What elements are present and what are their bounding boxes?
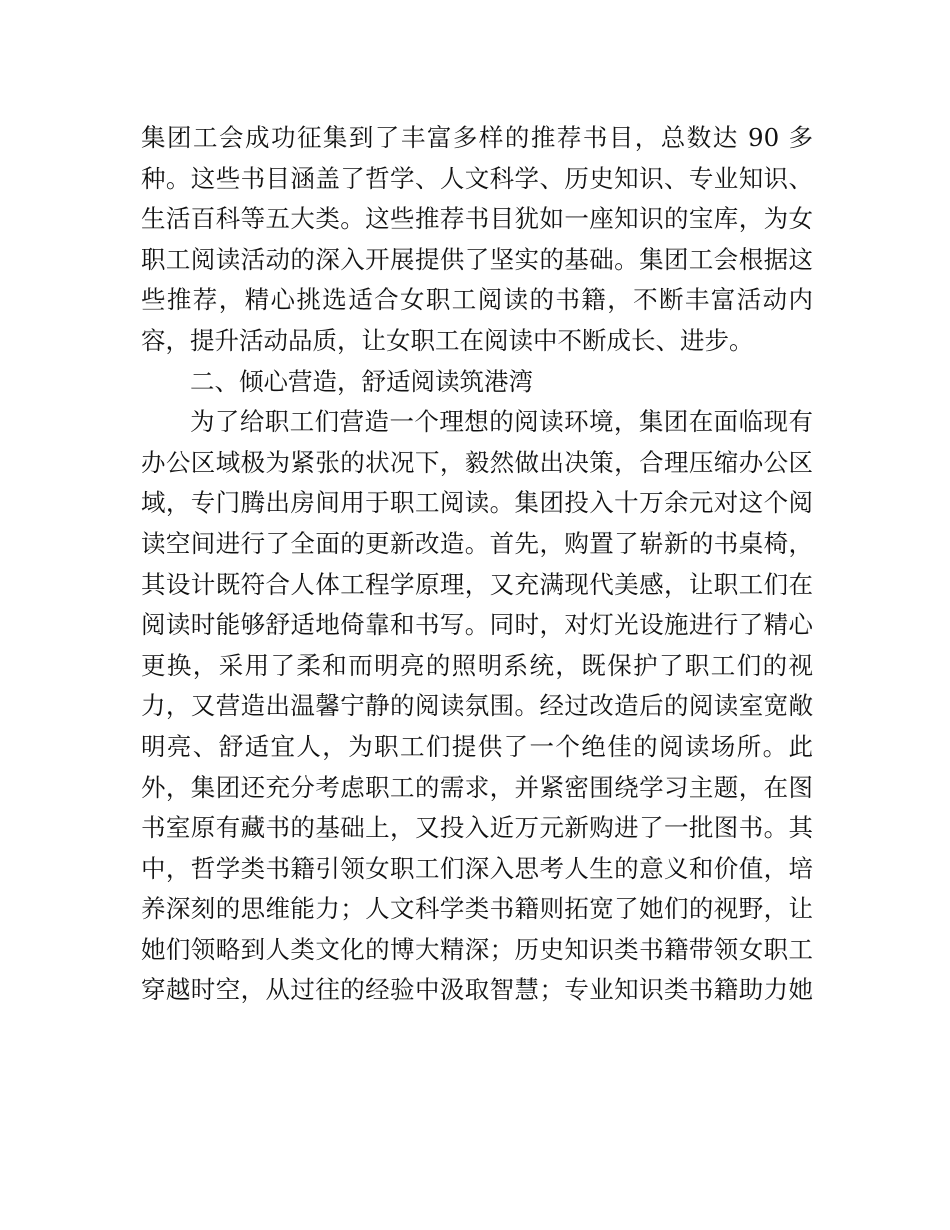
text-line: 域，专门腾出房间用于职工阅读。集团投入十万余元对这个阅 — [141, 488, 813, 518]
text-line: 办公区域极为紧张的状况下，毅然做出决策，合理压缩办公区 — [141, 447, 813, 477]
text-line: 容，提升活动品质，让女职工在阅读中不断成长、进步。 — [141, 325, 754, 355]
text-line: 些推荐，精心挑选适合女职工阅读的书籍，不断丰富活动内 — [141, 285, 813, 315]
text-line: 穿越时空，从过往的经验中汲取智慧；专业知识类书籍助力她 — [141, 975, 813, 1005]
text-line: 力，又营造出温馨宁静的阅读氛围。经过改造后的阅读室宽敞 — [141, 691, 813, 721]
text-line: 明亮、舒适宜人，为职工们提供了一个绝佳的阅读场所。此 — [141, 731, 813, 761]
text-line: 书室原有藏书的基础上，又投入近万元新购进了一批图书。其 — [141, 813, 813, 843]
heading-line: 二、倾心营造，舒适阅读筑港湾 — [190, 366, 533, 396]
text-line: 种。这些书目涵盖了哲学、人文科学、历史知识、专业知识、 — [141, 163, 813, 193]
paragraph-2 — [141, 402, 813, 1011]
text-line: 更换，采用了柔和而明亮的照明系统，既保护了职工们的视 — [141, 650, 813, 680]
text-line: 职工阅读活动的深入开展提供了坚实的基础。集团工会根据这 — [141, 244, 813, 274]
paragraph-1 — [141, 118, 813, 362]
text-line: 生活百科等五大类。这些推荐书目犹如一座知识的宝库，为女 — [141, 204, 813, 234]
document-body — [141, 118, 813, 1011]
text-line: 其设计既符合人体工程学原理，又充满现代美感，让职工们在 — [141, 569, 813, 599]
text-line: 她们领略到人类文化的博大精深；历史知识类书籍带领女职工 — [141, 934, 813, 964]
text-line: 读空间进行了全面的更新改造。首先，购置了崭新的书桌椅， — [141, 528, 813, 558]
text-line: 外，集团还充分考虑职工的需求，并紧密围绕学习主题，在图 — [141, 772, 813, 802]
text-line: 中，哲学类书籍引领女职工们深入思考人生的意义和价值，培 — [141, 853, 813, 883]
section-heading — [141, 362, 813, 403]
text-line: 阅读时能够舒适地倚靠和书写。同时，对灯光设施进行了精心 — [141, 610, 813, 640]
text-line: 集团工会成功征集到了丰富多样的推荐书目，总数达 90 多 — [141, 123, 813, 152]
text-line: 养深刻的思维能力；人文科学类书籍则拓宽了她们的视野，让 — [141, 894, 813, 924]
text-line: 为了给职工们营造一个理想的阅读环境，集团在面临现有 — [190, 407, 813, 437]
